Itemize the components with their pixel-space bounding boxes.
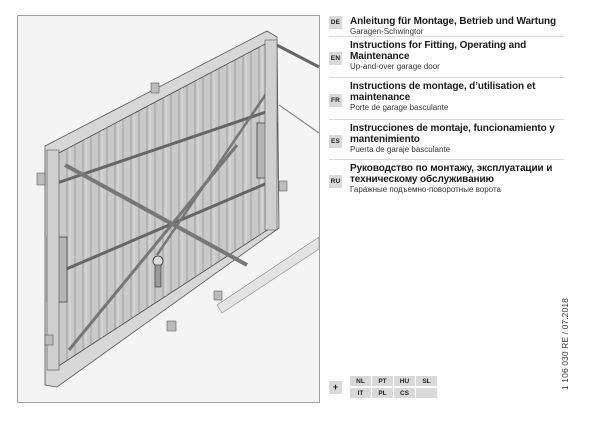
product-subtitle: Up-and-over garage door (350, 62, 440, 71)
manual-title: Instructions de montage, d’utilisation et maintenance (350, 81, 536, 103)
plus-badge: + (329, 381, 342, 394)
document-number: 1 106 030 RE / 07.2018 (560, 298, 570, 390)
language-block-de (329, 16, 564, 36)
language-title-list (329, 16, 564, 199)
manual-title: Руководство по монтажу, эксплуатации и техническому обслуживанию (350, 163, 553, 185)
language-code-cell: HU (394, 376, 415, 386)
language-code-cell-empty (416, 388, 437, 398)
language-code-badge: ES (329, 135, 342, 148)
language-code-cell: PL (372, 388, 393, 398)
language-block-en (329, 36, 564, 77)
language-code-cell: CS (394, 388, 415, 398)
language-code-badge: RU (329, 175, 342, 188)
language-code-cell: PT (372, 376, 393, 386)
garage-door-illustration (17, 15, 320, 403)
language-block-es (329, 119, 564, 159)
language-code-badge: FR (329, 94, 342, 107)
manual-title: Instrucciones de montaje, funcionamiento y mantenimiento (350, 123, 555, 145)
additional-languages (329, 376, 437, 398)
product-subtitle: Porte de garage basculante (350, 103, 449, 112)
product-subtitle: Puerta de garaje basculante (350, 145, 451, 154)
additional-language-grid (350, 376, 437, 398)
language-block-ru (329, 159, 564, 199)
language-code-badge: EN (329, 52, 342, 65)
product-subtitle: Гаражные подъемно-поворотные ворота (350, 185, 501, 194)
language-code-cell: NL (350, 376, 371, 386)
language-code-badge: DE (329, 16, 342, 29)
language-code-cell: IT (350, 388, 371, 398)
language-code-cell: SL (416, 376, 437, 386)
language-block-fr (329, 77, 564, 119)
manual-title: Instructions for Fitting, Operating and Maintenance (350, 40, 527, 62)
manual-title: Anleitung für Montage, Betrieb und Wartung (350, 16, 556, 27)
product-subtitle: Garagen-Schwingtor (350, 27, 424, 36)
